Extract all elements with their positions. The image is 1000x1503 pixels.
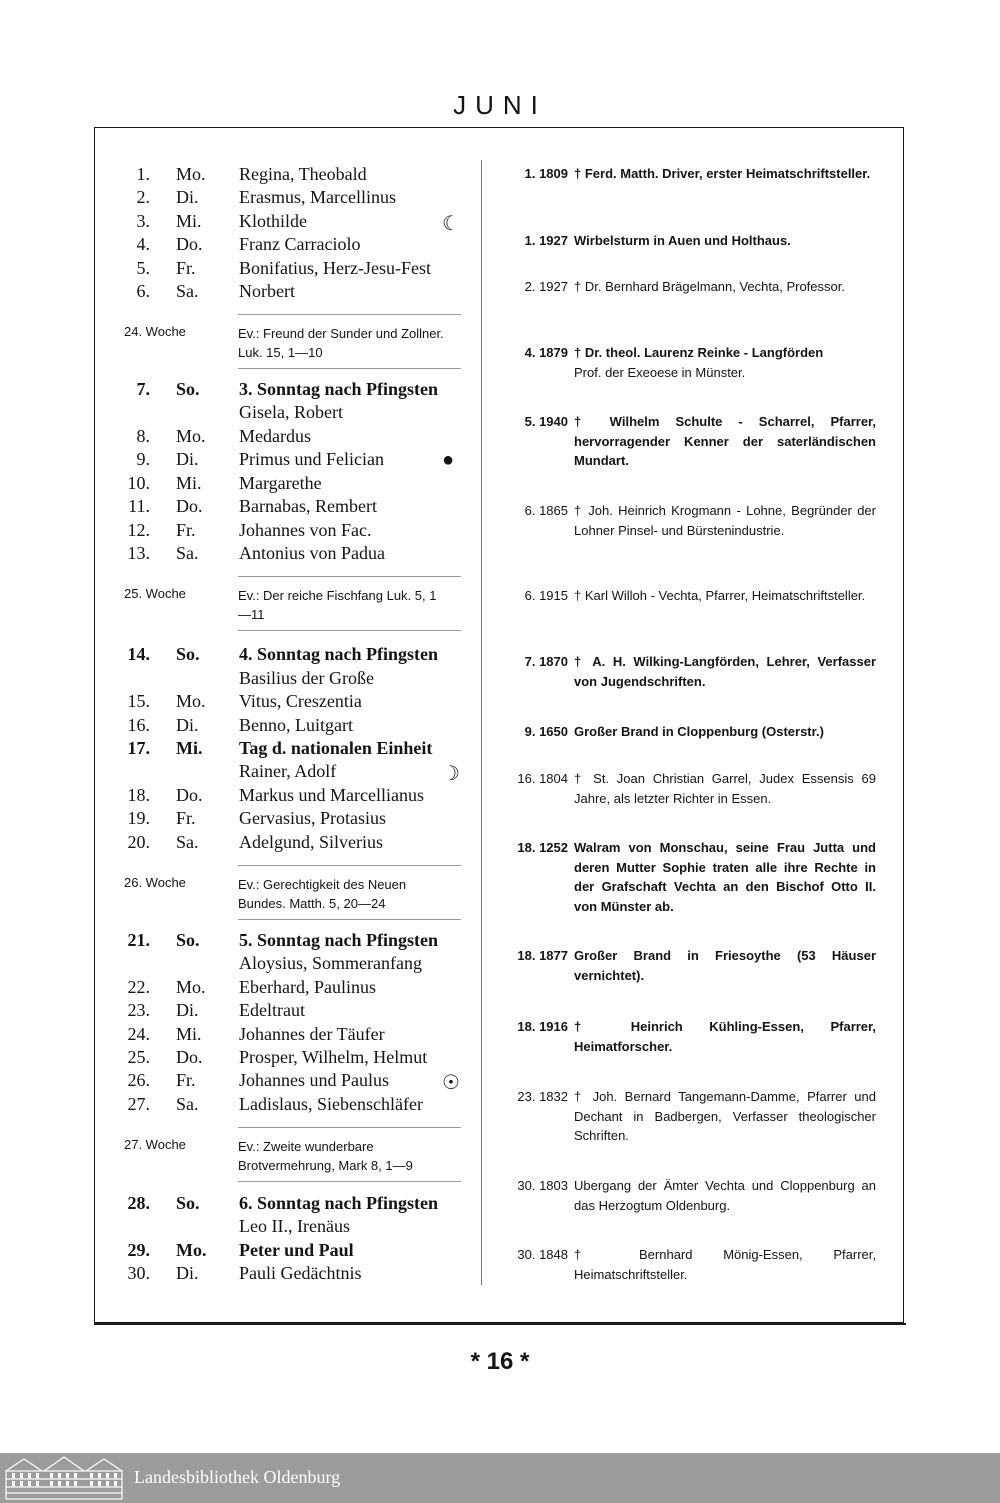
history-event [500, 586, 880, 606]
weekday: Mi. [176, 738, 203, 758]
page-title: JUNI [453, 90, 547, 120]
event-text: † Bernhard Mönig-Essen, Pfarrer, Heimatschriftsteller. [574, 1247, 876, 1282]
saint-name: 3. Sonntag nach Pfingsten [239, 379, 439, 399]
day-number: 24. [127, 1024, 150, 1044]
calendar-row [0, 715, 480, 739]
saint-name: 5. Sonntag nach Pfingsten [239, 930, 439, 950]
calendar-row [0, 1216, 480, 1240]
calendar-row [0, 808, 480, 832]
history-event [500, 412, 880, 471]
history-event [500, 1245, 880, 1284]
day-number: 11. [128, 496, 150, 516]
day-number: 18. [127, 785, 150, 805]
week-separator-top [238, 865, 461, 866]
event-text: † Dr. Bernhard Brägelmann, Vechta, Professor. [574, 279, 845, 294]
history-event [500, 277, 880, 297]
moon-phase-icon: ☉ [442, 1072, 460, 1094]
calendar-row [0, 281, 480, 305]
weekday: Sa. [176, 1094, 199, 1114]
event-date: 7. 1870 [524, 654, 568, 669]
day-number: 12. [127, 520, 150, 540]
saint-name: Johannes der Täufer [239, 1024, 385, 1044]
week-label: 27. Woche [124, 1137, 186, 1152]
weekday: Sa. [176, 281, 199, 301]
moon-phase-icon: ● [442, 449, 455, 471]
calendar-row [0, 520, 480, 544]
saint-name: Adelgund, Silverius [239, 832, 383, 852]
weekday: Fr. [176, 520, 196, 540]
event-text: † A. H. Wilking-Langförden, Lehrer, Verfasser von Jugendschriften. [574, 654, 876, 689]
event-text: † St. Joan Christian Garrel, Judex Essensis 69 Jahre, als letzter Richter in Essen. [574, 771, 876, 806]
weekday: Do. [176, 234, 203, 254]
calendar-row [0, 1024, 480, 1048]
event-text: † Heinrich Kühling-Essen, Pfarrer, Heimatforscher. [574, 1019, 876, 1054]
weekday: Sa. [176, 543, 199, 563]
calendar-row [0, 785, 480, 809]
calendar-row [0, 668, 480, 692]
day-number: 14. [127, 644, 150, 664]
calendar-row [0, 1000, 480, 1024]
calendar-row [0, 234, 480, 258]
day-number: 19. [127, 808, 150, 828]
weekday: Fr. [176, 808, 196, 828]
week-gospel: Ev.: Der reiche Fischfang Luk. 5, 1—11 [238, 588, 437, 622]
history-event [500, 164, 880, 184]
day-number: 7. [136, 379, 150, 399]
week-label: 25. Woche [124, 586, 186, 601]
calendar-row [0, 691, 480, 715]
event-date: 18. 1877 [517, 948, 568, 963]
day-number: 9. [136, 449, 150, 469]
saint-name: Erasmus, Marcellinus [239, 187, 396, 207]
calendar-row [0, 930, 480, 954]
weekday: So. [176, 1193, 200, 1213]
saint-name: Norbert [239, 281, 295, 301]
day-number: 6. [136, 281, 150, 301]
calendar-row [0, 953, 480, 977]
event-date: 30. 1803 [517, 1178, 568, 1193]
day-number: 23. [127, 1000, 150, 1020]
saint-name: Johannes und Paulus [239, 1070, 389, 1090]
day-number: 2. [136, 187, 150, 207]
library-footer [0, 1453, 1000, 1503]
weekday: Mo. [176, 691, 206, 711]
saint-name: Gisela, Robert [239, 402, 343, 422]
saint-name: Barnabas, Rembert [239, 496, 377, 516]
column-divider [481, 160, 482, 1285]
day-number: 5. [136, 258, 150, 278]
event-text: † Joh. Heinrich Krogmann - Lohne, Begründer der Lohner Pinsel- und Bürstenindustrie. [574, 503, 876, 538]
history-event [500, 231, 880, 251]
day-number: 29. [127, 1240, 150, 1260]
history-event [500, 343, 880, 382]
history-event [500, 1176, 880, 1215]
calendar-row [0, 211, 480, 235]
calendar-row [0, 644, 480, 668]
calendar-row [0, 738, 480, 762]
event-text: Ubergang der Ämter Vechta und Cloppenburg an das Herzogtum Oldenburg. [574, 1178, 876, 1213]
day-number: 28. [127, 1193, 150, 1213]
weekday: So. [176, 930, 200, 950]
event-text: Großer Brand in Cloppenburg (Osterstr.) [574, 724, 824, 739]
event-text: † Dr. theol. Laurenz Reinke - Langförden [574, 345, 824, 360]
weekday: Fr. [176, 1070, 196, 1090]
saint-name: Eberhard, Paulinus [239, 977, 376, 997]
event-text: Walram von Monschau, seine Frau Jutta und deren Mutter Sophie traten alle ihre Rechte in der Grafschaft Vechta an den Bischof Otto II. von Münster ab. [574, 840, 876, 914]
history-event [500, 652, 880, 691]
event-text: Wirbelsturm in Auen und Holthaus. [574, 233, 791, 248]
day-number: 8. [136, 426, 150, 446]
calendar-row [0, 426, 480, 450]
event-date: 6. 1865 [524, 503, 568, 518]
calendar-row [0, 496, 480, 520]
saint-name: Prosper, Wilhelm, Helmut [239, 1047, 428, 1067]
calendar-row [0, 543, 480, 567]
saint-name: 4. Sonntag nach Pfingsten [239, 644, 439, 664]
library-building-icon [4, 1455, 124, 1501]
calendar-row [0, 1070, 480, 1094]
saint-name: Rainer, Adolf [239, 761, 337, 781]
saint-name: Gervasius, Protasius [239, 808, 386, 828]
week-separator-top [238, 314, 461, 315]
day-number: 26. [127, 1070, 150, 1090]
weekday: Do. [176, 1047, 203, 1067]
weekday: Mo. [176, 426, 206, 446]
event-text: † Joh. Bernard Tangemann-Damme, Pfarrer und Dechant in Badbergen, Verfasser theologischer Schriften. [574, 1089, 876, 1143]
saint-name: Franz Carraciolo [239, 234, 361, 254]
page-number: * 16 * [470, 1348, 530, 1375]
saint-name: Aloysius, Sommeranfang [239, 953, 422, 973]
saint-name: Leo II., Irenäus [239, 1216, 350, 1236]
footer-text: Landesbibliothek Oldenburg [134, 1467, 341, 1487]
calendar-row [0, 258, 480, 282]
calendar-row [0, 473, 480, 497]
calendar-row [0, 187, 480, 211]
week-separator-top [238, 1127, 461, 1128]
week-separator-bottom [238, 368, 461, 369]
weekday: Mo. [176, 977, 206, 997]
history-event [500, 769, 880, 808]
saint-name: Edeltraut [239, 1000, 305, 1020]
calendar-row [0, 761, 480, 785]
history-event [500, 1017, 880, 1056]
week-gospel: Ev.: Gerechtigkeit des Neuen Bundes. Matth. 5, 20—24 [238, 877, 407, 911]
event-date: 1. 1927 [524, 233, 568, 248]
history-event [500, 838, 880, 916]
day-number: 30. [127, 1263, 150, 1283]
event-date: 2. 1927 [524, 279, 568, 294]
event-date: 23. 1832 [517, 1089, 568, 1104]
saint-name: Regina, Theobald [239, 164, 367, 184]
event-text: † Karl Willoh - Vechta, Pfarrer, Heimatschriftsteller. [574, 588, 866, 603]
day-number: 25. [127, 1047, 150, 1067]
day-number: 4. [136, 234, 150, 254]
event-date: 1. 1809 [524, 166, 568, 181]
weekday: Fr. [176, 258, 196, 278]
frame-bottom-rule [94, 1323, 906, 1325]
weekday: Sa. [176, 832, 199, 852]
moon-phase-icon: ☽ [442, 763, 460, 785]
calendar-row [0, 1047, 480, 1071]
event-text: Großer Brand in Friesoythe (53 Häuser vernichtet). [574, 948, 876, 983]
day-number: 22. [127, 977, 150, 997]
saint-name: Klothilde [239, 211, 307, 231]
event-text: † Ferd. Matth. Driver, erster Heimatschriftsteller. [574, 166, 871, 181]
saint-name: Tag d. nationalen Einheit [239, 738, 433, 758]
saint-name: Ladislaus, Siebenschläfer [239, 1094, 423, 1114]
saint-name: Vitus, Creszentia [239, 691, 362, 711]
day-number: 10. [127, 473, 150, 493]
day-number: 15. [127, 691, 150, 711]
weekday: Mi. [176, 473, 202, 493]
saint-name: Benno, Luitgart [239, 715, 353, 735]
week-label: 24. Woche [124, 324, 186, 339]
calendar-row [0, 402, 480, 426]
saint-name: Pauli Gedächtnis [239, 1263, 362, 1283]
calendar-row [0, 164, 480, 188]
calendar-row [0, 449, 480, 473]
saint-name: Primus und Felician [239, 449, 384, 469]
event-date: 4. 1879 [524, 345, 568, 360]
calendar-row [0, 1094, 480, 1118]
day-number: 17. [127, 738, 150, 758]
day-number: 16. [127, 715, 150, 735]
weekday: So. [176, 379, 200, 399]
weekday: Mo. [176, 164, 206, 184]
saint-name: Medardus [239, 426, 311, 446]
event-text: † Wilhelm Schulte - Scharrel, Pfarrer, hervorragender Kenner der saterländischen Mundart. [574, 414, 876, 468]
weekday: Mi. [176, 1024, 202, 1044]
week-separator-bottom [238, 919, 461, 920]
weekday: Mi. [176, 211, 202, 231]
day-number: 1. [136, 164, 150, 184]
saint-name: Markus und Marcellianus [239, 785, 424, 805]
event-subtext: Prof. der Exeoese in Münster. [574, 364, 746, 380]
week-separator-bottom [238, 1181, 461, 1182]
weekday: Di. [176, 715, 199, 735]
saint-name: Peter und Paul [239, 1240, 354, 1260]
calendar-row [0, 379, 480, 403]
calendar-row [0, 1263, 480, 1287]
weekday: So. [176, 644, 200, 664]
event-date: 9. 1650 [524, 724, 568, 739]
weekday: Do. [176, 785, 203, 805]
day-number: 21. [127, 930, 150, 950]
saint-name: Antonius von Padua [239, 543, 385, 563]
day-number: 20. [127, 832, 150, 852]
saint-name: Basilius der Große [239, 668, 374, 688]
history-event [500, 501, 880, 540]
event-date: 30. 1848 [517, 1247, 568, 1262]
calendar-row [0, 977, 480, 1001]
week-label: 26. Woche [124, 875, 186, 890]
calendar-row [0, 832, 480, 856]
saint-name: 6. Sonntag nach Pfingsten [239, 1193, 439, 1213]
week-separator-top [238, 576, 461, 577]
history-event [500, 1087, 880, 1146]
week-gospel: Ev.: Zweite wunderbare Brotvermehrung, Mark 8, 1—9 [238, 1139, 413, 1173]
event-date: 5. 1940 [524, 414, 568, 429]
history-event [500, 722, 880, 742]
day-number: 3. [136, 211, 150, 231]
weekday: Mo. [176, 1240, 207, 1260]
day-number: 27. [127, 1094, 150, 1114]
event-date: 18. 1252 [517, 840, 568, 855]
weekday: Di. [176, 1000, 199, 1020]
weekday: Do. [176, 496, 203, 516]
week-gospel: Ev.: Freund der Sunder und Zollner. Luk. 15, 1—10 [238, 326, 444, 360]
weekday: Di. [176, 449, 199, 469]
saint-name: Bonifatius, Herz-Jesu-Fest [239, 258, 431, 278]
calendar-row [0, 1240, 480, 1264]
weekday: Di. [176, 187, 199, 207]
week-separator-bottom [238, 630, 461, 631]
event-date: 18. 1916 [517, 1019, 568, 1034]
history-event [500, 946, 880, 985]
moon-phase-icon: ☾ [442, 213, 460, 235]
event-date: 6. 1915 [524, 588, 568, 603]
day-number: 13. [127, 543, 150, 563]
event-date: 16. 1804 [517, 771, 568, 786]
saint-name: Margarethe [239, 473, 322, 493]
saint-name: Johannes von Fac. [239, 520, 372, 540]
weekday: Di. [176, 1263, 199, 1283]
calendar-row [0, 1193, 480, 1217]
